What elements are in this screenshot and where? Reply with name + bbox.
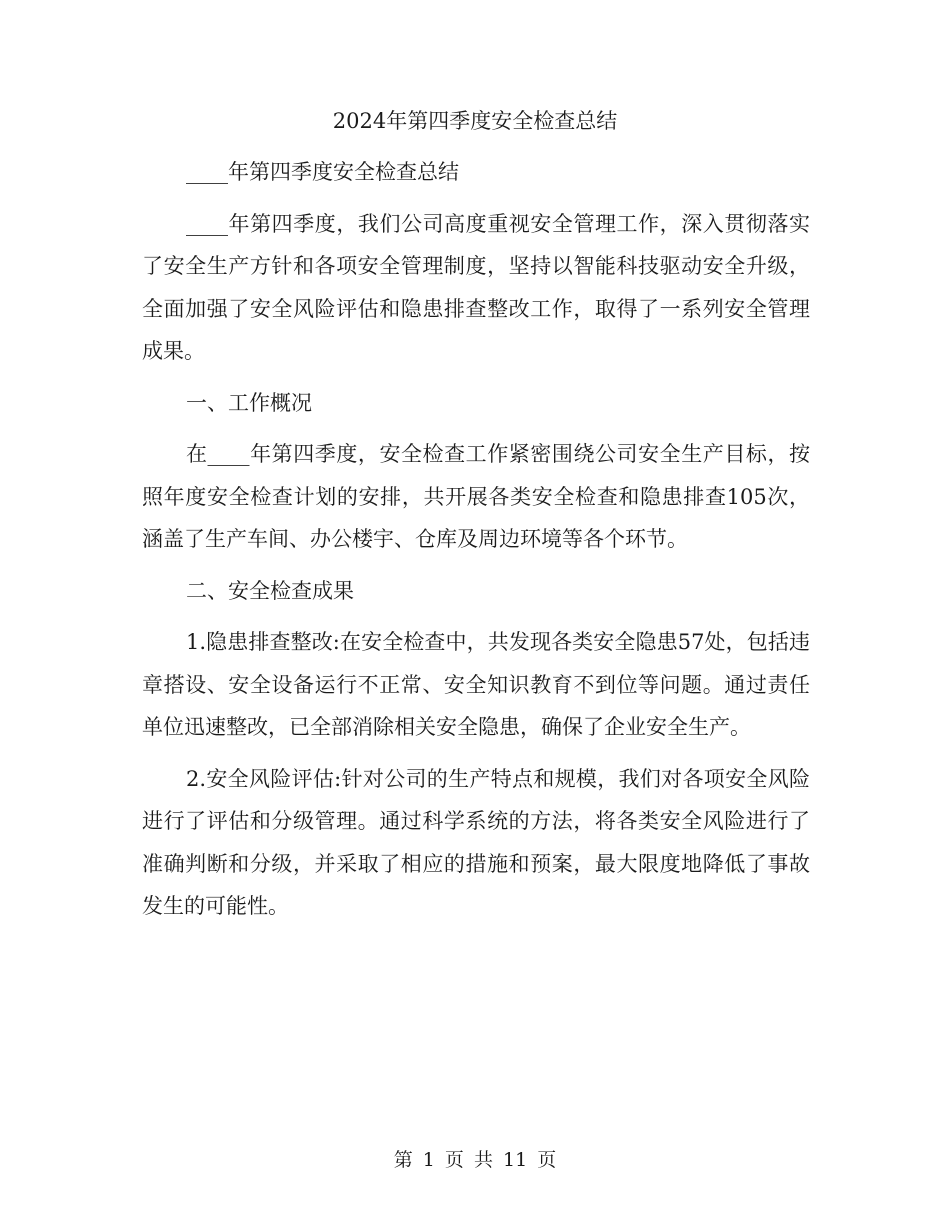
overview-paragraph: 在____年第四季度，安全检查工作紧密围绕公司安全生产目标，按照年度安全检查计划的安排，共开展各类安全检查和隐患排查105次，涵盖了生产车间、办公楼宇、仓库及周边环境等各个环节。 [142,442,810,551]
section-heading-overview: 一、工作概况 [186,390,312,415]
document-subtitle: ____年第四季度安全检查总结 [186,160,459,184]
page-number-footer: 第 1 页 共 11 页 [393,1149,557,1171]
section-heading-results: 二、安全检查成果 [186,578,354,603]
results-item-2: 2.安全风险评估:针对公司的生产特点和规模，我们对各项安全风险进行了评估和分级管理。通过科学系统的方法，将各类安全风险进行了准确判断和分级，并采取了相应的措施和预案，最大限度地降低了事故发生的可能性。 [142,766,810,918]
results-item-1: 1.隐患排查整改:在安全检查中，共发现各类安全隐患57处，包括违章搭设、安全设备运行不正常、安全知识教育不到位等问题。通过责任单位迅速整改，已全部消除相关安全隐患，确保了企业安全生产。 [142,630,810,739]
document-body [142,151,810,928]
document-title: 2024年第四季度安全检查总结 [332,109,618,133]
intro-paragraph: ____年第四季度，我们公司高度重视安全管理工作，深入贯彻落实了安全生产方针和各项安全管理制度，坚持以智能科技驱动安全升级，全面加强了安全风险评估和隐患排查整改工作，取得了一系列安全管理成果。 [142,211,810,363]
